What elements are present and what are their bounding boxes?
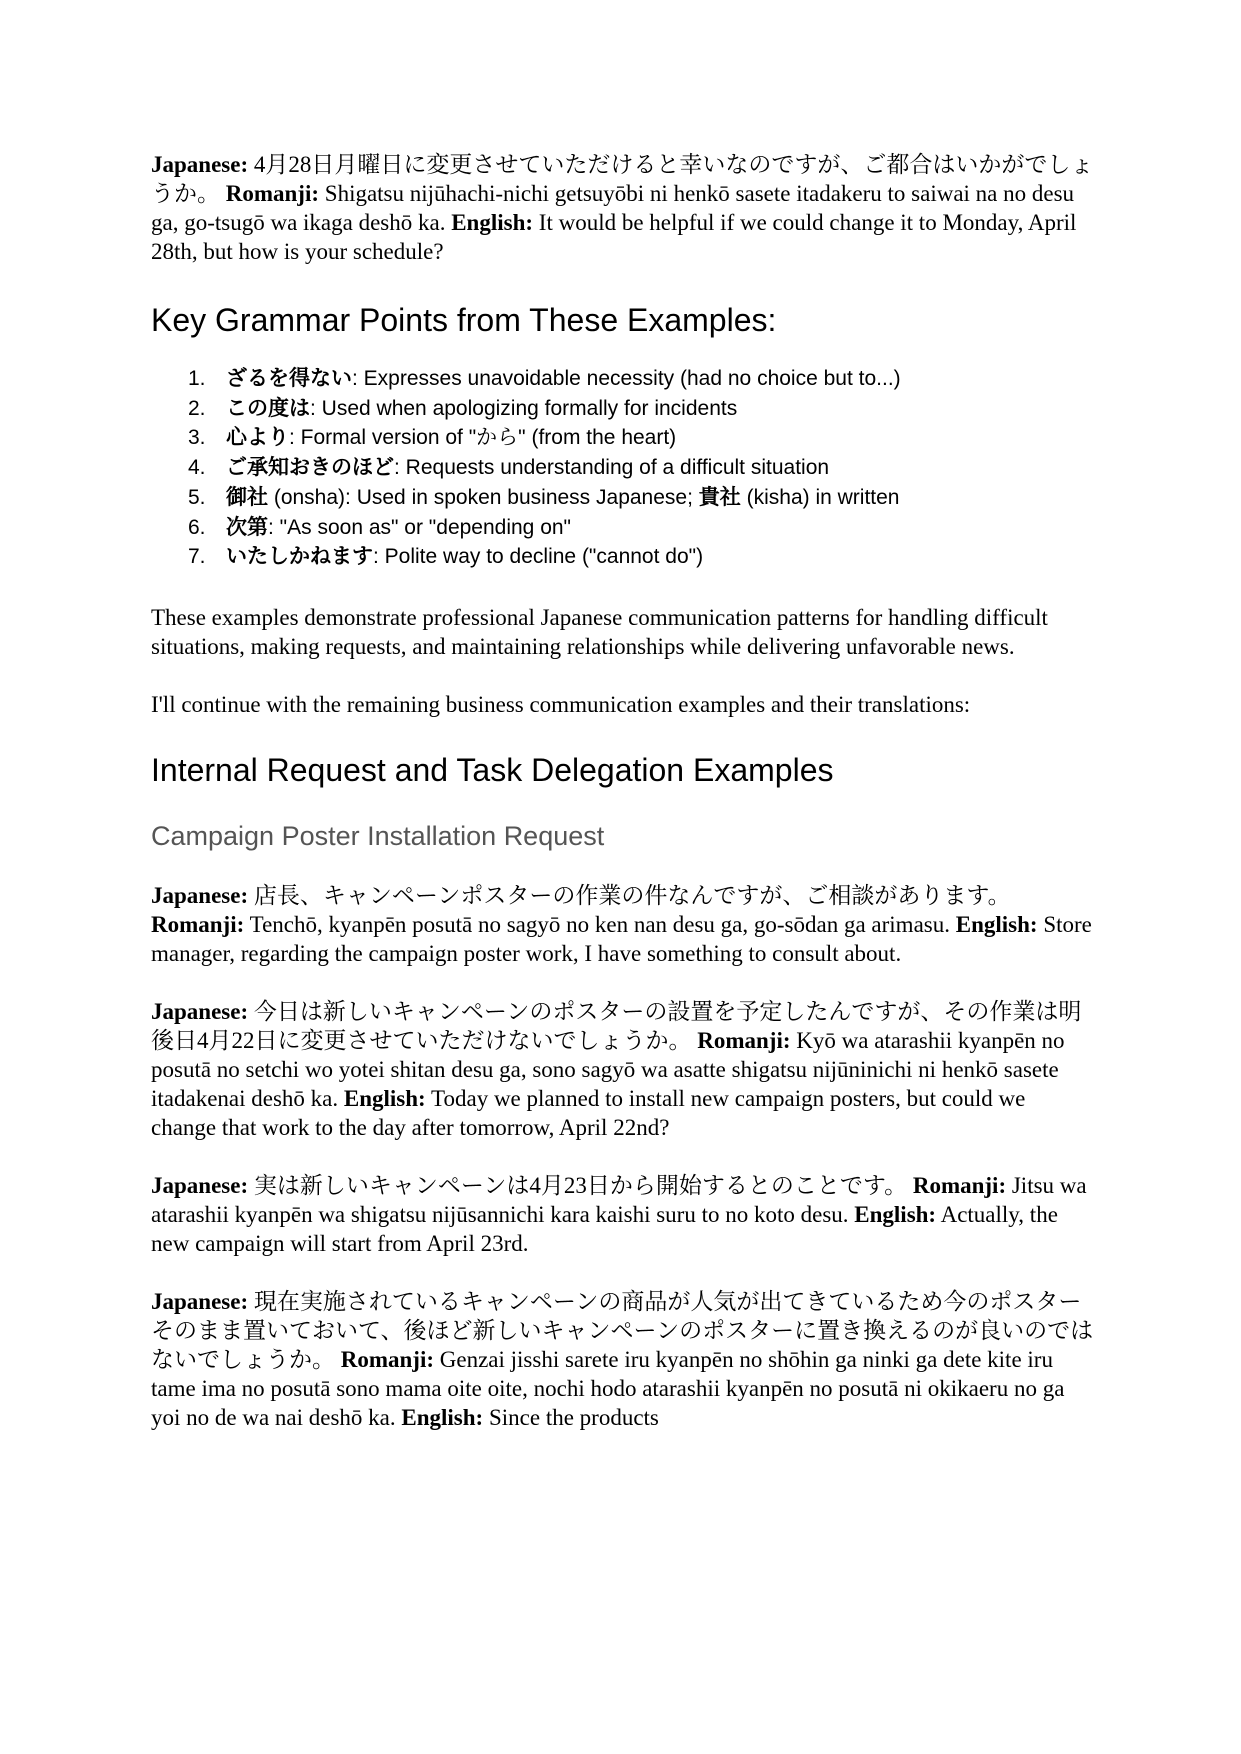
grammar-term: 次第 [226, 515, 268, 539]
grammar-term: ご承知おきのほど [226, 456, 394, 480]
grammar-desc: : "As soon as" or "depending on" [268, 515, 572, 539]
grammar-list [151, 364, 1096, 572]
romanji-text: Jitsu wa atarashii kyanpēn wa shigatsu nijūsannichi kara kaishi suru to no koto desu. [151, 1172, 1087, 1227]
grammar-desc-secondary: (kisha) in written [740, 485, 900, 509]
grammar-item [151, 542, 1096, 572]
grammar-term: 御社 [226, 485, 268, 509]
japanese-text: 店長、キャンペーンポスターの作業の件なんですが、ご相談があります。 [253, 882, 1011, 908]
subsection-heading: Campaign Poster Installation Request [151, 820, 605, 851]
grammar-heading: Key Grammar Points from These Examples: [151, 302, 777, 338]
grammar-item-number: 5. [188, 485, 206, 509]
grammar-term-secondary: 貴社 [698, 485, 741, 509]
grammar-item-number: 7. [188, 545, 206, 569]
english-label: English: [451, 210, 534, 235]
english-text: It would be helpful if we could change it to Monday, April 28th, but how is your schedule? [151, 210, 1077, 264]
grammar-desc: (onsha): Used in spoken business Japanese; [268, 485, 699, 509]
grammar-item-number: 3. [188, 426, 206, 450]
romanji-text: Shigatsu nijūhachi-nichi getsuyōbi ni henkō sasete itadakeru to saiwai na no desu ga, go-tsugō wa ikaga deshō ka. [151, 181, 1075, 235]
grammar-item [151, 453, 1096, 483]
grammar-desc: : Used when apologizing formally for incidents [310, 396, 738, 420]
grammar-item [151, 513, 1096, 543]
grammar-item [151, 423, 1096, 453]
japanese-text: 実は新しいキャンペーンは4月23日から開始するとのことです。 [253, 1172, 908, 1198]
english-text: Actually, the new campaign will start from April 23rd. [151, 1201, 1058, 1256]
grammar-desc: : Polite way to decline ("cannot do") [373, 545, 704, 569]
english-label: English: [854, 1201, 937, 1227]
romanji-label: Romanji: [697, 1027, 791, 1053]
romanji-text: Tenchō, kyanpēn posutā no sagyō no ken nan desu ga, go-sōdan ga arimasu. [249, 911, 950, 937]
grammar-item-number: 4. [188, 456, 206, 480]
romanji-label: Romanji: [225, 181, 320, 206]
romanji-text: Kyō wa atarashii kyanpēn no posutā no setchi wo yotei shitan desu ga, sono sagyō wa asatte shigatsu nijūninichi ni henkō sasete itadakenai deshō ka. [151, 1027, 1065, 1111]
document-content [151, 150, 1096, 1432]
japanese-text: 4月28日月曜日に変更させていただけると幸いなのですが、ご都合はいかがでしょうか。 [151, 152, 1094, 206]
grammar-term: 心より [226, 426, 289, 450]
japanese-label: Japanese: [151, 882, 249, 908]
japanese-label: Japanese: [151, 998, 249, 1024]
english-text: Store manager, regarding the campaign poster work, I have something to consult about. [151, 911, 1092, 966]
example-paragraph [151, 1287, 1096, 1432]
grammar-term: いたしかねます [226, 545, 373, 569]
japanese-label: Japanese: [151, 152, 249, 177]
grammar-desc: : Formal version of "から" (from the heart) [289, 426, 677, 450]
grammar-item-number: 2. [188, 396, 206, 420]
english-label: English: [401, 1404, 484, 1430]
japanese-label: Japanese: [151, 1172, 249, 1198]
grammar-item-number: 1. [188, 367, 206, 390]
grammar-item [151, 483, 1096, 513]
english-label: English: [343, 1085, 426, 1111]
english-label: English: [955, 911, 1038, 937]
grammar-item-number: 6. [188, 515, 206, 539]
japanese-text: 今日は新しいキャンペーンのポスターの設置を予定したんですが、その作業は明後日4月22日に変更させていただけないでしょうか。 [151, 998, 1082, 1053]
grammar-desc: : Expresses unavoidable necessity (had no choice but to...) [352, 367, 901, 390]
romanji-text: Genzai jisshi sarete iru kyanpēn no shōhin ga ninki ga dete kite iru tame ima no posutā sono mama oite oite, nochi hodo atarashii kyanpēn no posutā ni okikaeru no ga yoi no de wa nai deshō ka. [151, 1346, 1065, 1430]
section-heading: Internal Request and Task Delegation Examples [151, 751, 834, 788]
example-paragraph [151, 997, 1096, 1142]
romanji-label: Romanji: [151, 911, 245, 937]
grammar-term: この度は [226, 396, 310, 420]
romanji-label: Romanji: [912, 1172, 1007, 1198]
english-text: Since the products [488, 1404, 659, 1430]
japanese-text: 現在実施されているキャンペーンの商品が人気が出てきているため今のポスターそのまま置いておいて、後ほど新しいキャンペーンのポスターに置き換えるのが良いのではないでしょうか。 [151, 1288, 1094, 1372]
example-paragraph [151, 881, 1096, 968]
english-text: Today we planned to install new campaign posters, but could we change that work to the day after tomorrow, April 22nd? [151, 1085, 1026, 1140]
grammar-desc: : Requests understanding of a difficult situation [394, 456, 830, 480]
japanese-label: Japanese: [151, 1288, 249, 1314]
romanji-label: Romanji: [340, 1346, 435, 1372]
continue-paragraph: I'll continue with the remaining business communication examples and their translations: [151, 691, 971, 717]
summary-paragraph: These examples demonstrate professional Japanese communication patterns for handling difficult situations, making requests, and maintaining relationships while delivering unfavorable news. [151, 604, 1048, 659]
example-paragraph [151, 1171, 1096, 1258]
grammar-item [151, 394, 1096, 424]
grammar-item [151, 364, 1096, 394]
example-paragraph [151, 150, 1096, 266]
grammar-term: ざるを得ない [226, 367, 352, 390]
